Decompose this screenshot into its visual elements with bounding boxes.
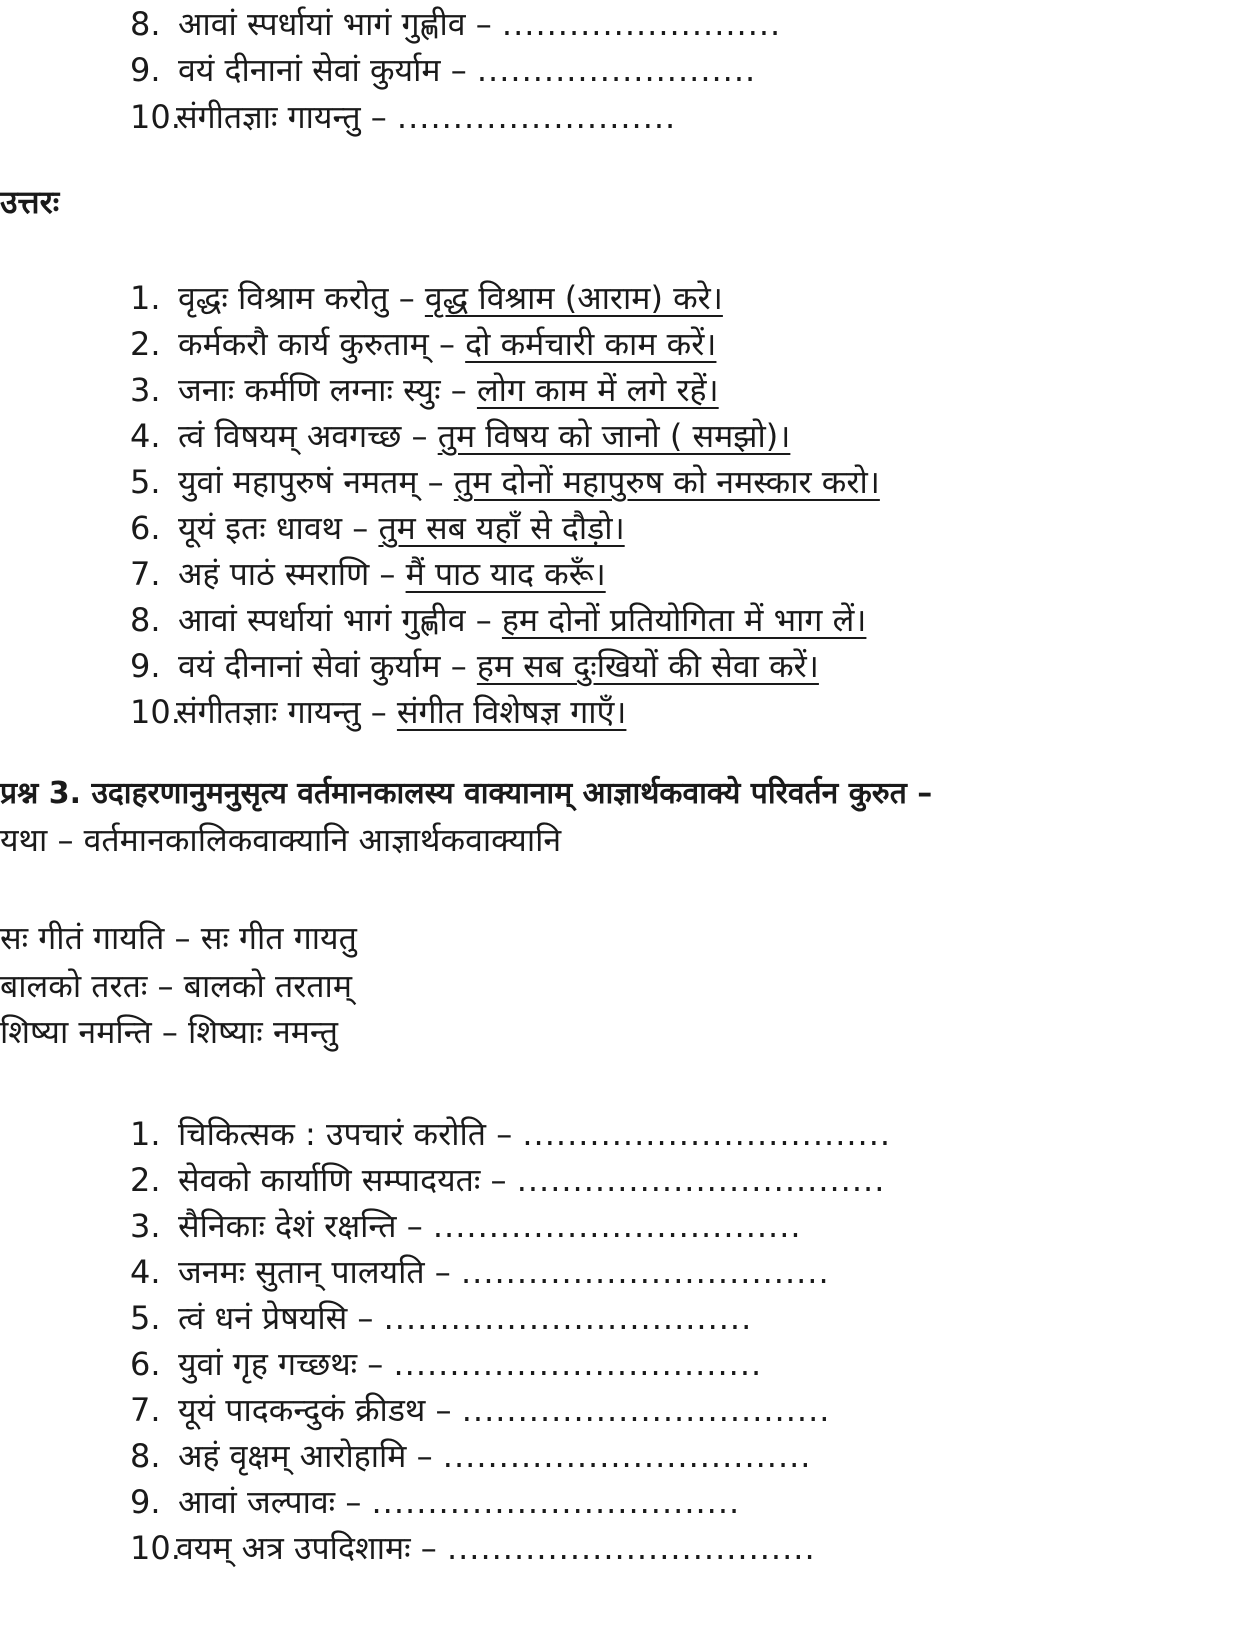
list-item: 4. जनमः सुतान् पालयति – ................................. (130, 1253, 830, 1291)
answer-text: संगीत विशेषज्ञ गाएँ। (396, 693, 627, 731)
question-heading: प्रश्न 3. उदाहरणानुमनुसृत्य वर्तमानकालस्य वाक्यानाम् आज्ञार्थकवाक्ये परिवर्तन कुरुत – (0, 776, 933, 811)
answer-text: वृद्ध विश्राम (आराम) करे। (424, 279, 723, 317)
list-item: 7. यूयं पादकन्दुकं क्रीडथ – ................................. (130, 1391, 831, 1429)
example-line: सः गीतं गायति – सः गीत गायतु (0, 919, 357, 957)
answer-text: मैं पाठ याद करूँ। (405, 555, 606, 593)
answer-text: तुम विषय को जानो ( समझो)। (437, 417, 791, 455)
list-item: 4. त्वं विषयम् अवगच्छ – तुम विषय को जानो ( समझो)। (130, 417, 791, 455)
list-item: 9. वयं दीनानां सेवां कुर्याम – ......................... (130, 51, 757, 89)
list-item: 2. कर्मकरौ कार्य कुरुताम् – दो कर्मचारी काम करें। (130, 325, 717, 363)
answer-text: दो कर्मचारी काम करें। (465, 325, 717, 363)
answer-text: तुम दोनों महापुरुष को नमस्कार करो। (453, 463, 880, 501)
list-item: 10.वयम् अत्र उपदिशामः – ................................. (130, 1529, 816, 1567)
answer-text: हम सब दुःखियों की सेवा करें। (476, 647, 819, 685)
list-item: 8. आवां स्पर्धायां भागं गुह्णीव – ......................... (130, 5, 782, 43)
list-item: 10.संगीतज्ञाः गायन्तु – संगीत विशेषज्ञ गाएँ। (130, 693, 627, 731)
list-item: 6. यूयं इतः धावथ – तुम सब यहाँ से दौड़ो। (130, 509, 625, 547)
answer-heading: उत्तरः (0, 183, 60, 221)
list-item: 9. वयं दीनानां सेवां कुर्याम – हम सब दुःखियों की सेवा करें। (130, 647, 819, 685)
answer-text: लोग काम में लगे रहें। (476, 371, 719, 409)
list-item: 9. आवां जल्पावः – ................................. (130, 1483, 741, 1521)
answer-text: तुम सब यहाँ से दौड़ो। (378, 509, 625, 547)
list-item: 6. युवां गृह गच्छथः – ................................. (130, 1345, 763, 1383)
list-item: 5. युवां महापुरुषं नमतम् – तुम दोनों महापुरुष को नमस्कार करो। (130, 463, 880, 501)
list-item: 3. सैनिकाः देशं रक्षन्ति – ................................. (130, 1207, 802, 1245)
list-item: 8. अहं वृक्षम् आरोहामि – ................................. (130, 1437, 812, 1475)
list-item: 1. चिकित्सक : उपचारं करोति – ................................. (130, 1115, 892, 1153)
list-item: 3. जनाः कर्मणि लग्नाः स्युः – लोग काम में लगे रहें। (130, 371, 719, 409)
yatha-line: यथा – वर्तमानकालिकवाक्यानि आज्ञार्थकवाक्यानि (0, 821, 562, 859)
list-item: 10.संगीतज्ञाः गायन्तु – ......................... (130, 98, 677, 136)
answer-text: हम दोनों प्रतियोगिता में भाग लें। (501, 601, 867, 639)
example-line: बालको तरतः – बालको तरताम् (0, 967, 352, 1005)
list-item: 1. वृद्धः विश्राम करोतु – वृद्ध विश्राम (आराम) करे। (130, 279, 723, 317)
example-line: शिष्या नमन्ति – शिष्याः नमन्तु (0, 1013, 338, 1051)
list-item: 7. अहं पाठं स्मराणि – मैं पाठ याद करूँ। (130, 555, 606, 593)
list-item: 8. आवां स्पर्धायां भागं गुह्णीव – हम दोनों प्रतियोगिता में भाग लें। (130, 601, 867, 639)
list-item: 2. सेवको कार्याणि सम्पादयतः – ................................. (130, 1161, 886, 1199)
list-item: 5. त्वं धनं प्रेषयसि – ................................. (130, 1299, 753, 1337)
